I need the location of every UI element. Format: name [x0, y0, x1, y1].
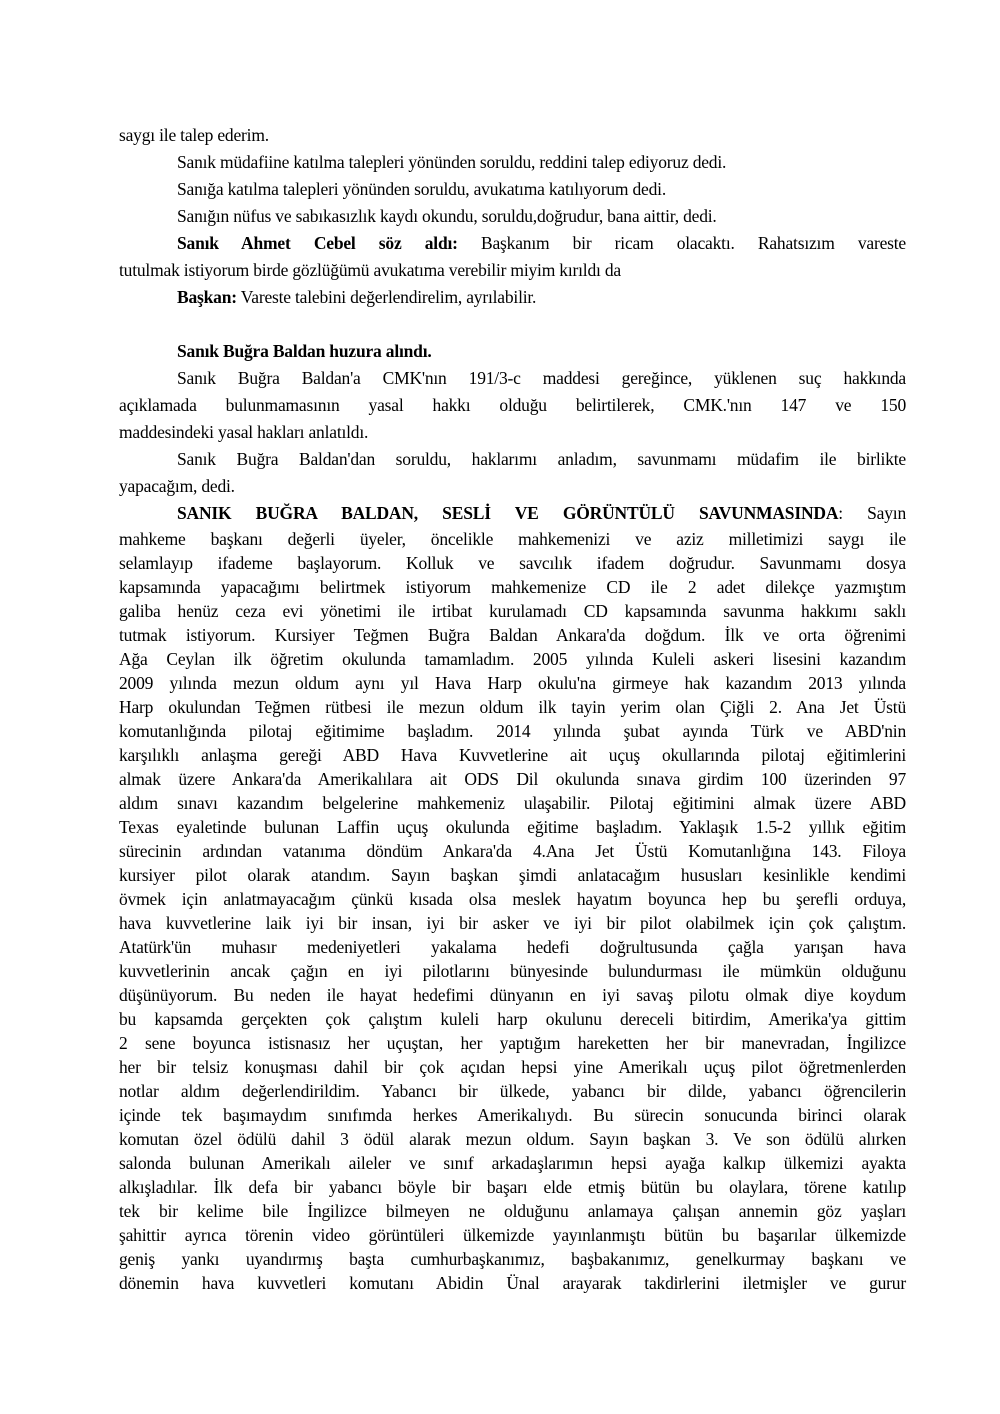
text-line	[119, 419, 906, 446]
text-line	[119, 473, 906, 500]
text-run: sürecinin ardından vatanıma döndüm Ankara'da 4.Ana Jet Üstü Komutanlığına 143. Filoya	[119, 841, 906, 861]
text-run: kuvvetlerinin ancak çağın en iyi pilotlarını bünyesinde bulundurması ile mümkün olduğunu	[119, 961, 906, 981]
text-run: salonda bulunan Amerikalı aileler ve sınıf arkadaşlarımın hepsi ayağa kalkıp ülkemizi ayakta	[119, 1153, 906, 1173]
text-run: tek bir kelime bile İngilizce bilmeyen ne olduğunu anlamaya çalışan annemin göz yaşları	[119, 1201, 906, 1221]
text-run: tutulmak istiyorum birde gözlüğümü avukatıma verebilir miyim kırıldı da	[119, 260, 621, 280]
text-run: almak üzere Ankara'da Amerikalılara ait ODS Dil okulunda sınava girdim 100 üzerinden 97	[119, 769, 906, 789]
text-line	[119, 1007, 906, 1031]
text-line	[119, 230, 906, 257]
document-page	[119, 122, 906, 1295]
text-line	[119, 695, 906, 719]
bold-text-run: Sanık Ahmet Cebel söz aldı:	[177, 233, 458, 253]
text-line	[119, 599, 906, 623]
text-line	[119, 1271, 906, 1295]
text-line	[119, 1151, 906, 1175]
text-line	[119, 719, 906, 743]
text-run: notlar aldım değerlendirildim. Yabancı bir ülkede, yabancı bir dilde, yabancı öğrencilerin	[119, 1081, 906, 1101]
text-run: selamlayıp ifademe başlayorum. Kolluk ve savcılık ifadem doğrudur. Savunmamı dosya	[119, 553, 906, 573]
text-line	[119, 623, 906, 647]
text-line	[119, 1079, 906, 1103]
bold-text-run: Sanık Buğra Baldan huzura alındı.	[177, 341, 432, 361]
text-line	[119, 1031, 906, 1055]
text-line	[119, 1103, 906, 1127]
text-line	[119, 743, 906, 767]
text-line	[119, 815, 906, 839]
text-run: Harp okulundan Teğmen rütbesi ile mezun oldum ilk tayin yerim olan Çiğli 2. Ana Jet Üstü	[119, 697, 906, 717]
text-line	[119, 392, 906, 419]
text-run: yapacağım, dedi.	[119, 476, 235, 496]
text-line	[119, 671, 906, 695]
text-line	[119, 839, 906, 863]
text-line	[119, 959, 906, 983]
text-line	[119, 1127, 906, 1151]
text-line	[119, 911, 906, 935]
text-run: saygı ile talep ederim.	[119, 125, 269, 145]
text-line	[119, 935, 906, 959]
text-line	[119, 446, 906, 473]
text-run: 2009 yılında mezun oldum aynı yıl Hava Harp okulu'na girmeye hak kazandım 2013 yılında	[119, 673, 906, 693]
text-run: galiba henüz ceza evi yönetimi ile irtibat kurulamadı CD kapsamında savunma hakkımı saklı	[119, 601, 906, 621]
text-run: içinde tek başımaydım sınıfımda herkes Amerikalıydı. Bu sürecin sonucunda birinci olarak	[119, 1105, 906, 1125]
text-run: Sanık Buğra Baldan'a CMK'nın 191/3-c maddesi gereğince, yüklenen suç hakkında	[177, 368, 906, 388]
text-run: karşılıklı anlaşma gereği ABD Hava Kuvvetlerine ait uçuş okullarında pilotaj eğitimlerini	[119, 745, 906, 765]
text-line	[119, 647, 906, 671]
text-run: geniş yankı uyandırmış başta cumhurbaşkanımız, başbakanımız, genelkurmay başkanı ve	[119, 1249, 906, 1269]
text-run: şahittir ayrıca törenin video görüntüleri ülkemizde yayınlanmıştı bütün bu başarılar ülkemizde	[119, 1225, 906, 1245]
text-run: Sanık müdafiine katılma talepleri yönünden soruldu, reddini talep ediyoruz dedi.	[177, 152, 727, 172]
text-line	[119, 122, 906, 149]
text-run: bu kapsamda gerçekten çok çalıştım kuleli harp okulunu dereceli bitirdim, Amerika'ya gittim	[119, 1009, 906, 1029]
text-line	[119, 500, 906, 527]
text-line	[119, 365, 906, 392]
text-line	[119, 527, 906, 551]
text-line	[119, 575, 906, 599]
text-run: Vareste talebini değerlendirelim, ayrılabilir.	[236, 287, 537, 307]
text-run: maddesindeki yasal hakları anlatıldı.	[119, 422, 369, 442]
text-run: alkışladılar. İlk defa bir yabancı böyle bir başarı elde etmiş bütün bu olaylara, törene katılıp	[119, 1177, 906, 1197]
bold-text-run: Başkan:	[177, 287, 237, 307]
text-run: hava kuvvetlerine laik iyi bir insan, iyi bir asker ve iyi bir pilot olabilmek için çok çalıştım.	[119, 913, 906, 933]
text-run: Sanığın nüfus ve sabıkasızlık kaydı okundu, soruldu,doğrudur, bana aittir, dedi.	[177, 206, 717, 226]
text-run: Sanık Buğra Baldan'dan soruldu, haklarımı anladım, savunmamı müdafim ile birlikte	[177, 449, 906, 469]
text-line	[119, 1247, 906, 1271]
text-line	[119, 176, 906, 203]
text-run: komutan özel ödülü dahil 3 ödül alarak mezun oldum. Sayın başkan 3. Ve son ödülü alırken	[119, 1129, 906, 1149]
text-line	[119, 551, 906, 575]
text-run: Sanığa katılma talepleri yönünden soruldu, avukatıma katılıyorum dedi.	[177, 179, 667, 199]
text-run: Texas eyaletinde bulunan Laffin uçuş okulunda eğitime başladım. Yaklaşık 1.5-2 yıllık eğitim	[119, 817, 906, 837]
text-line	[119, 1175, 906, 1199]
text-run: her bir telsiz konuşması dahil bir çok açıdan hepsi yine Amerikalı uçuş pilot öğretmenlerden	[119, 1057, 906, 1077]
text-run: 2 sene boyunca istisnasız her uçuştan, her yaptığım hareketten her bir manevradan, İngilizce	[119, 1033, 906, 1053]
bold-text-run: SANIK BUĞRA BALDAN, SESLİ VE GÖRÜNTÜLÜ SAVUNMASINDA	[177, 503, 839, 523]
text-line	[119, 149, 906, 176]
text-line	[119, 203, 906, 230]
text-line	[119, 887, 906, 911]
text-run: Ağa Ceylan ilk öğretim okulunda tamamladım. 2005 yılında Kuleli askeri lisesini kazandım	[119, 649, 906, 669]
text-run: açıklamada bulunmamasının yasal hakkı olduğu belirtilerek, CMK.'nın 147 ve 150	[119, 395, 906, 415]
text-run: Başkanım bir ricam olacaktı. Rahatsızım vareste	[457, 233, 906, 253]
text-line	[119, 257, 906, 284]
text-run: kursiyer pilot olarak atandım. Sayın başkan şimdi anlatacağım hususları kesinlikle kendimi	[119, 865, 906, 885]
text-run: dönemin hava kuvvetleri komutanı Abidin Ünal arayarak takdirlerini iletmişler ve gurur	[119, 1273, 906, 1293]
text-line	[119, 1199, 906, 1223]
text-line	[119, 1223, 906, 1247]
text-line	[119, 791, 906, 815]
text-line	[119, 1055, 906, 1079]
text-run: mahkeme başkanı değerli üyeler, öncelikle mahkemenizi ve aziz milletimizi saygı ile	[119, 529, 906, 549]
text-line	[119, 863, 906, 887]
text-line	[119, 983, 906, 1007]
text-line	[119, 284, 906, 311]
text-run: tutmak istiyorum. Kursiyer Teğmen Buğra Baldan Ankara'da doğdum. İlk ve orta öğrenimi	[119, 625, 906, 645]
text-line	[119, 767, 906, 791]
blank-line	[119, 311, 906, 338]
text-line	[119, 338, 906, 365]
text-run: düşünüyorum. Bu neden ile hayat hedefimi dünyanın en iyi savaş pilotu olmak diye koydum	[119, 985, 906, 1005]
text-run: övmek için anlatmayacağım çünkü kısada olsa meslek hayatım boyunca hep bu şerefli orduya,	[119, 889, 906, 909]
text-run: : Sayın	[838, 503, 907, 523]
text-run: komutanlığında pilotaj eğitimime başladım. 2014 yılında şubat ayında Türk ve ABD'nin	[119, 721, 906, 741]
text-run: kapsamında yapacağımı belirtmek istiyorum mahkemenize CD ile 2 adet dilekçe yazmıştım	[119, 577, 906, 597]
text-run: aldım sınavı kazandım belgelerine mahkemeniz ulaşabilir. Pilotaj eğitimini almak üzere ABD	[119, 793, 906, 813]
text-run: Atatürk'ün muhasır medeniyetleri yakalama hedefi doğrultusunda çağla yarışan hava	[119, 937, 906, 957]
